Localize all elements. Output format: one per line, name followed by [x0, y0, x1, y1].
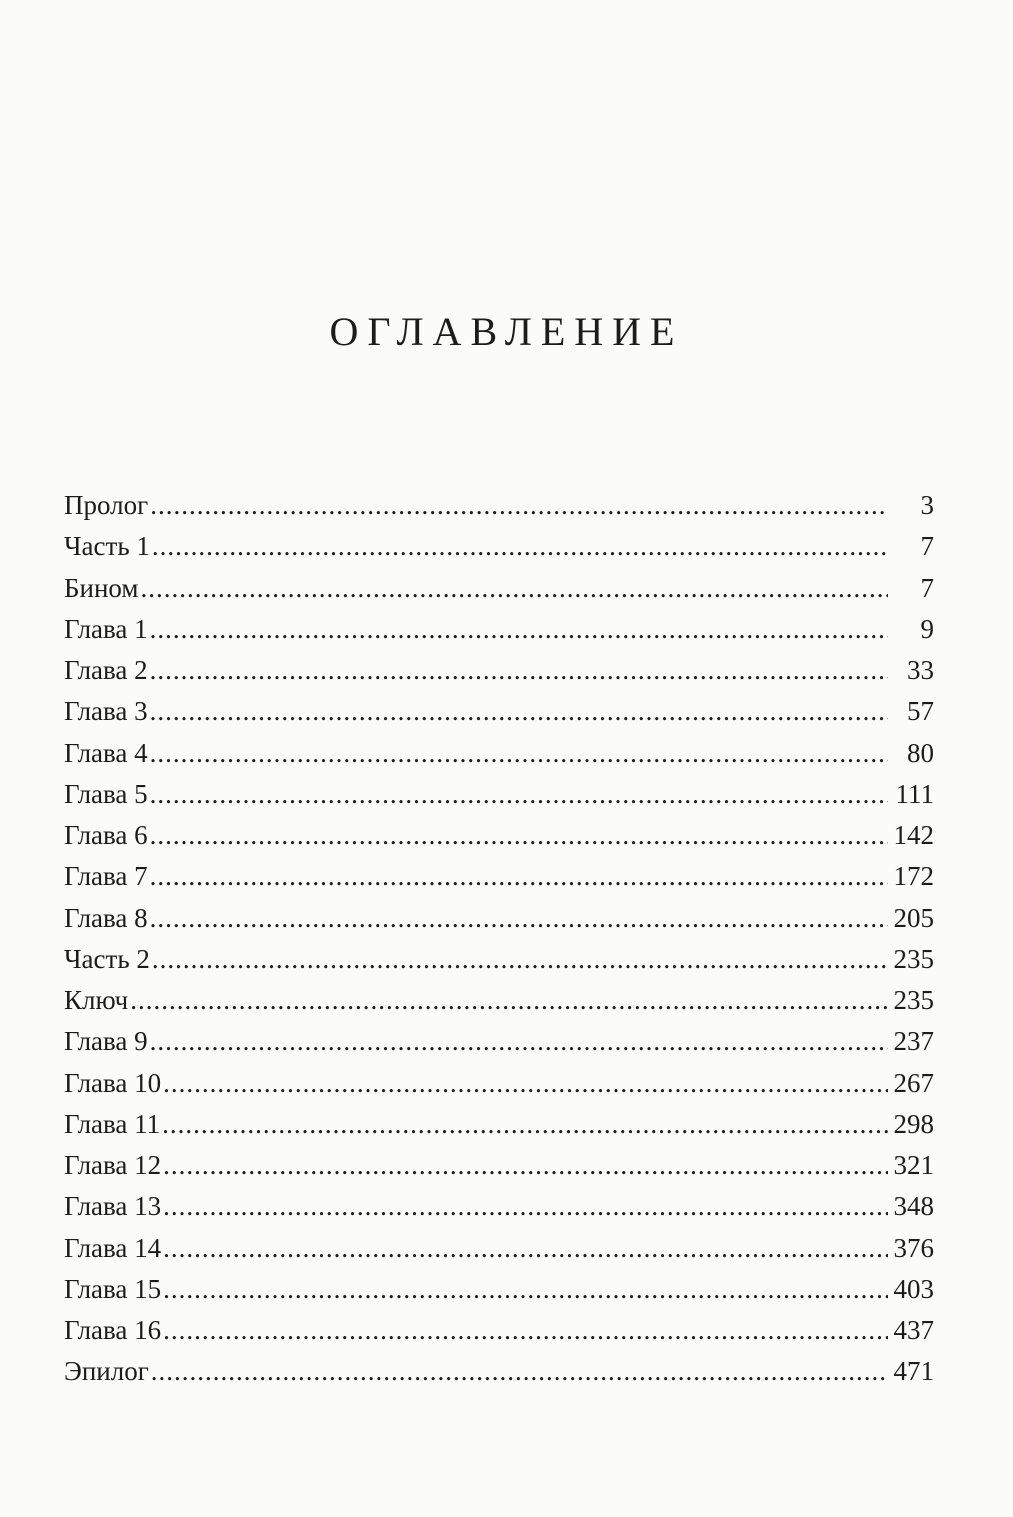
toc-entry-label: Глава 3 — [64, 696, 148, 727]
dot-leader — [151, 1351, 888, 1392]
toc-entry — [64, 1021, 934, 1062]
toc-entry-label: Глава 9 — [64, 1026, 148, 1057]
dot-leader — [162, 1104, 888, 1145]
toc-entry-label: Бином — [64, 572, 139, 603]
toc-entry-page-number: 142 — [893, 820, 934, 850]
toc-entry — [64, 691, 934, 732]
toc-entry-page-number: 321 — [893, 1150, 934, 1180]
dot-leader — [150, 609, 888, 650]
dot-leader — [163, 1186, 888, 1227]
toc-entry-label: Глава 15 — [64, 1273, 162, 1304]
toc-entry-label: Глава 11 — [64, 1108, 161, 1139]
toc-entry-page-number: 7 — [920, 572, 934, 603]
dot-leader — [152, 526, 888, 567]
dot-leader — [163, 1310, 888, 1351]
toc-entry-page-number: 235 — [893, 943, 934, 974]
toc-entry-label: Глава 12 — [64, 1150, 162, 1180]
toc-entry-page-number: 205 — [893, 902, 934, 933]
toc-entry-page-number: 172 — [893, 861, 934, 892]
toc-entry-page-number: 3 — [920, 490, 934, 520]
toc-entry-label: Эпилог — [64, 1356, 149, 1387]
toc-entry-label: Глава 5 — [64, 778, 148, 809]
toc-entry — [64, 856, 934, 897]
page-title: ОГЛАВЛЕНИЕ — [329, 309, 684, 354]
dot-leader — [150, 898, 888, 939]
toc-entry — [64, 1063, 934, 1104]
toc-entry-page-number: 298 — [893, 1108, 934, 1139]
toc-entry-page-number: 437 — [893, 1315, 934, 1345]
dot-leader — [163, 1228, 888, 1269]
toc-entry — [64, 1228, 934, 1269]
dot-leader — [150, 1021, 888, 1062]
toc-entry-label: Глава 8 — [64, 902, 148, 933]
dot-leader — [150, 815, 888, 856]
toc-entry — [64, 898, 934, 939]
toc-entry-label: Глава 7 — [64, 861, 148, 892]
toc-entry — [64, 815, 934, 856]
toc-entry-label: Глава 2 — [64, 655, 148, 685]
toc-entry-page-number: 80 — [907, 737, 934, 768]
toc-entry — [64, 1186, 934, 1227]
dot-leader — [150, 650, 888, 691]
toc-entry-page-number: 57 — [907, 696, 934, 727]
dot-leader — [152, 939, 888, 980]
toc-entry — [64, 485, 934, 526]
dot-leader — [150, 485, 888, 526]
table-of-contents — [64, 485, 934, 1393]
toc-entry-label: Глава 16 — [64, 1315, 162, 1345]
dot-leader — [163, 1269, 888, 1310]
dot-leader — [163, 1145, 888, 1186]
toc-entry — [64, 1310, 934, 1351]
toc-entry — [64, 774, 934, 815]
dot-leader — [163, 1063, 888, 1104]
toc-entry-page-number: 235 — [893, 985, 934, 1015]
toc-entry-page-number: 376 — [893, 1232, 934, 1263]
toc-entry-page-number: 7 — [920, 531, 934, 562]
dot-leader — [130, 980, 888, 1021]
toc-entry-label: Глава 1 — [64, 613, 148, 644]
toc-entry-label: Глава 13 — [64, 1191, 162, 1222]
dot-leader — [150, 691, 888, 732]
toc-entry — [64, 609, 934, 650]
toc-entry-label: Глава 6 — [64, 820, 148, 850]
dot-leader — [150, 856, 888, 897]
toc-entry-label: Часть 2 — [64, 943, 150, 974]
toc-entry — [64, 526, 934, 567]
toc-entry-page-number: 403 — [893, 1273, 934, 1304]
toc-entry-page-number: 33 — [907, 655, 934, 685]
toc-entry-page-number: 111 — [895, 778, 934, 809]
dot-leader — [150, 733, 888, 774]
toc-entry-page-number: 348 — [893, 1191, 934, 1222]
toc-entry — [64, 568, 934, 609]
toc-entry — [64, 1269, 934, 1310]
toc-entry — [64, 733, 934, 774]
toc-entry-page-number: 471 — [893, 1356, 934, 1387]
dot-leader — [140, 568, 888, 609]
toc-entry-label: Ключ — [64, 985, 129, 1015]
toc-entry — [64, 939, 934, 980]
toc-entry-page-number: 267 — [893, 1067, 934, 1098]
toc-entry-label: Часть 1 — [64, 531, 150, 562]
toc-entry-page-number: 237 — [893, 1026, 934, 1057]
toc-entry-page-number: 9 — [920, 613, 934, 644]
toc-entry — [64, 1104, 934, 1145]
toc-entry-label: Пролог — [64, 490, 149, 520]
toc-entry-label: Глава 4 — [64, 737, 148, 768]
toc-entry — [64, 1145, 934, 1186]
toc-entry — [64, 980, 934, 1021]
toc-entry-label: Глава 10 — [64, 1067, 162, 1098]
dot-leader — [150, 774, 888, 815]
toc-entry — [64, 1351, 934, 1392]
toc-entry — [64, 650, 934, 691]
toc-entry-label: Глава 14 — [64, 1232, 162, 1263]
